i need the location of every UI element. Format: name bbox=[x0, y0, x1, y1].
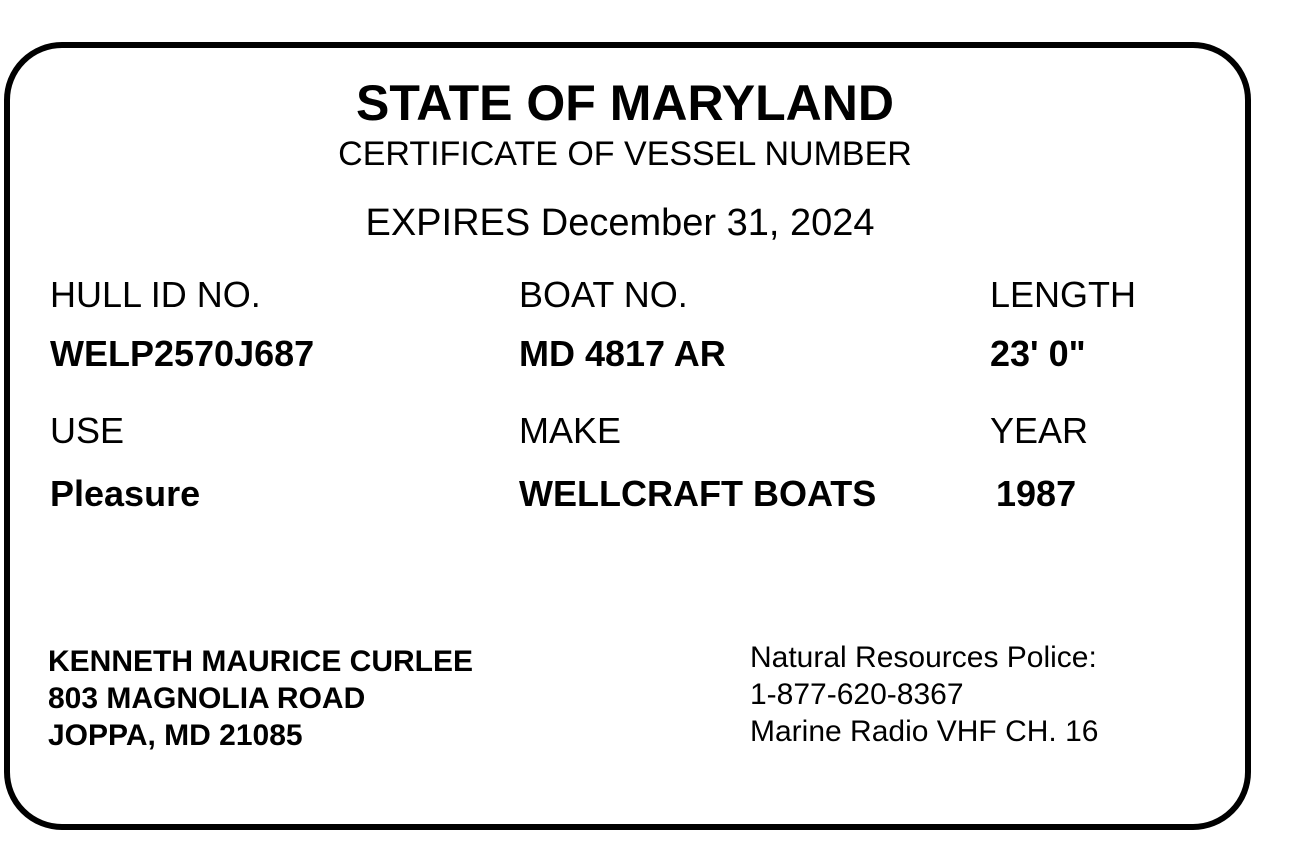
make-label: MAKE bbox=[519, 410, 622, 451]
length-value: 23' 0" bbox=[990, 333, 1086, 374]
certificate-subtitle: CERTIFICATE OF VESSEL NUMBER bbox=[338, 135, 912, 173]
owner-name: KENNETH MAURICE CURLEE bbox=[48, 645, 474, 678]
hull-id-value: WELP2570J687 bbox=[50, 333, 315, 374]
police-phone: 1-877-620-8367 bbox=[750, 678, 964, 711]
owner-address bbox=[48, 643, 473, 754]
owner-street: 803 MAGNOLIA ROAD bbox=[48, 682, 366, 715]
boat-no-value: MD 4817 AR bbox=[519, 333, 726, 374]
hull-id-label: HULL ID NO. bbox=[50, 274, 261, 315]
use-label: USE bbox=[50, 410, 125, 451]
year-value: 1987 bbox=[996, 473, 1077, 514]
expiration-date: EXPIRES December 31, 2024 bbox=[365, 202, 875, 244]
year-label: YEAR bbox=[990, 410, 1089, 451]
boat-no-label: BOAT NO. bbox=[519, 274, 688, 315]
state-title: STATE OF MARYLAND bbox=[356, 75, 894, 131]
owner-city: JOPPA, MD 21085 bbox=[48, 719, 303, 752]
make-value: WELLCRAFT BOATS bbox=[519, 473, 877, 514]
police-label: Natural Resources Police: bbox=[750, 641, 1097, 674]
marine-radio: Marine Radio VHF CH. 16 bbox=[750, 715, 1099, 748]
police-contact bbox=[750, 639, 1098, 750]
use-value: Pleasure bbox=[50, 473, 201, 514]
length-label: LENGTH bbox=[990, 274, 1137, 315]
